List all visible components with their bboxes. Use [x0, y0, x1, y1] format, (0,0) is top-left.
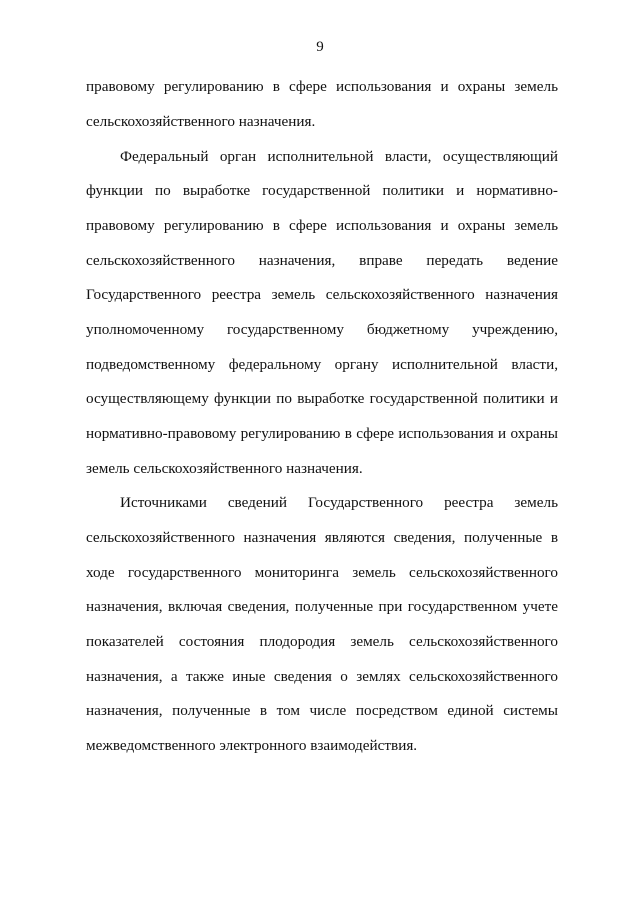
text-line: Государственного реестра земель сельскохозяйственного назначения	[86, 286, 558, 303]
text-line: сельскохозяйственного назначения.	[86, 113, 316, 130]
text-line: функции по выработке государственной политики и нормативно-	[86, 182, 558, 199]
text-line: уполномоченному государственному бюджетному учреждению,	[86, 321, 558, 338]
text-line: осуществляющему функции по выработке государственной политики и	[86, 390, 558, 407]
text-line: земель сельскохозяйственного назначения.	[86, 460, 363, 477]
text-line: назначения, а также иные сведения о землях сельскохозяйственного	[86, 668, 558, 685]
text-line: сельскохозяйственного назначения, вправе передать ведение	[86, 252, 558, 269]
text-line: подведомственному федеральному органу исполнительной власти,	[86, 356, 558, 373]
page-number: 9	[316, 39, 324, 55]
text-line: назначения, полученные в том числе посредством единой системы	[86, 702, 558, 719]
text-line: назначения, включая сведения, полученные при государственном учете	[86, 598, 558, 615]
text-line: нормативно-правовому регулированию в сфере использования и охраны	[86, 425, 558, 442]
text-line: правовому регулированию в сфере использования и охраны земель	[86, 78, 558, 95]
text-line: показателей состояния плодородия земель сельскохозяйственного	[86, 633, 558, 650]
text-line: правовому регулированию в сфере использования и охраны земель	[86, 217, 558, 234]
text-line: сельскохозяйственного назначения являются сведения, полученные в	[86, 529, 558, 546]
text-line: ходе государственного мониторинга земель сельскохозяйственного	[86, 564, 558, 581]
text-line: межведомственного электронного взаимодействия.	[86, 737, 418, 754]
text-line: Федеральный орган исполнительной власти, осуществляющий	[120, 148, 558, 165]
text-line: Источниками сведений Государственного реестра земель	[120, 494, 558, 511]
